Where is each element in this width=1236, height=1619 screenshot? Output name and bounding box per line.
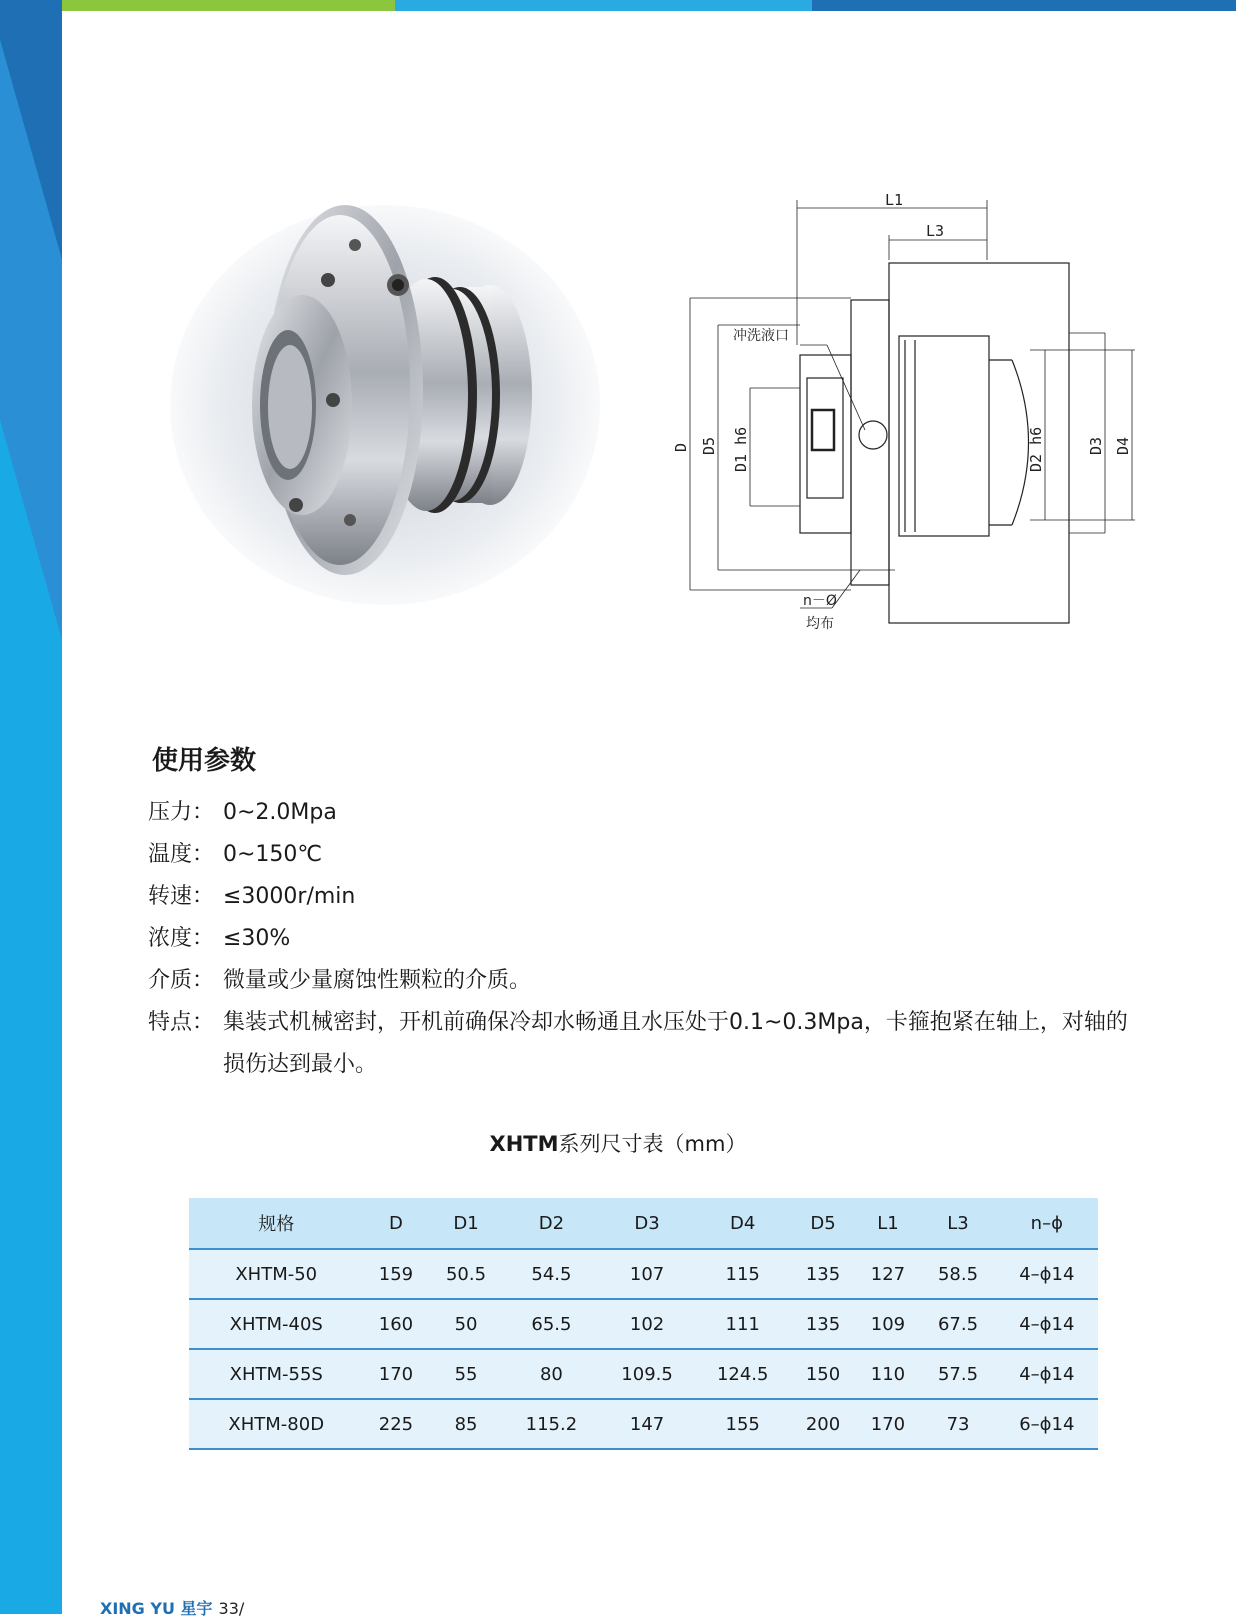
table-cell: 4–ϕ14 [996,1249,1098,1299]
table-cell: 225 [363,1399,428,1449]
table-cell: 4–ϕ14 [996,1349,1098,1399]
param-pressure [148,792,1148,834]
table-cell: 160 [363,1299,428,1349]
table-title-rest: 系列尺寸表（mm） [558,1132,747,1156]
table-cell: 147 [599,1399,695,1449]
param-value: 微量或少量腐蚀性颗粒的介质。 [223,968,532,993]
left-decorative-sidebar [0,0,62,1614]
page-number: 33/ [218,1599,245,1618]
dim-l1-label: L1 [885,191,904,209]
col-header: n–ϕ [996,1198,1098,1249]
table-cell: 85 [428,1399,503,1449]
col-header: D [363,1198,428,1249]
table-cell: 57.5 [920,1349,995,1399]
param-features [148,1002,1148,1086]
param-speed [148,876,1148,918]
table-row [189,1249,1098,1299]
technical-section-drawing [668,185,1138,635]
param-label: 介质： [148,968,215,993]
table-cell: 135 [791,1299,856,1349]
param-temperature [148,834,1148,876]
table-header-row [189,1198,1098,1249]
table-cell: XHTM-40S [189,1299,363,1349]
param-label: 温度： [148,842,215,867]
table-cell: 115 [695,1249,791,1299]
top-bar-light-blue [395,0,812,11]
table-cell: 67.5 [920,1299,995,1349]
table-cell: 111 [695,1299,791,1349]
col-header: D3 [599,1198,695,1249]
col-header: L1 [855,1198,920,1249]
table-cell: 80 [504,1349,600,1399]
col-header: D1 [428,1198,503,1249]
table-row [189,1399,1098,1449]
table-cell: 50 [428,1299,503,1349]
table-cell: 55 [428,1349,503,1399]
flush-port-label: 冲洗液口 [733,328,789,344]
param-label: 转速： [148,884,215,909]
col-header: L3 [920,1198,995,1249]
table-cell: 170 [363,1349,428,1399]
table-title [0,1128,1236,1158]
table-cell: 135 [791,1249,856,1299]
top-bar-green [62,0,395,11]
mechanical-seal-photo [170,175,620,625]
footer-brand: XING YU 星宇 [100,1599,213,1618]
dim-d-label: D [672,442,690,452]
table-cell: 50.5 [428,1249,503,1299]
table-cell: 73 [920,1399,995,1449]
table-cell: XHTM-55S [189,1349,363,1399]
page-footer [100,1596,244,1619]
top-color-bar [62,0,1236,11]
hole-count-label: n－Ø [803,593,837,609]
table-cell: 109.5 [599,1349,695,1399]
param-medium [148,960,1148,1002]
parameters-list [148,792,1148,1086]
param-value: 0~150℃ [223,842,323,867]
dim-d4-label: D4 [1114,436,1132,455]
table-cell: 54.5 [504,1249,600,1299]
table-cell: 107 [599,1249,695,1299]
dim-l3-label: L3 [926,222,945,240]
top-bar-dark-blue [812,0,1236,11]
table-cell: 115.2 [504,1399,600,1449]
param-value: ≤3000r/min [223,884,356,909]
uniform-label: 均布 [806,616,834,632]
table-cell: 110 [855,1349,920,1399]
param-label: 特点： [148,1010,215,1035]
dim-d5-label: D5 [700,436,718,455]
table-title-series: XHTM [489,1132,559,1156]
table-cell: 58.5 [920,1249,995,1299]
col-header: D5 [791,1198,856,1249]
table-cell: 109 [855,1299,920,1349]
col-header: 规格 [189,1198,363,1249]
table-cell: 6–ϕ14 [996,1399,1098,1449]
table-cell: XHTM-50 [189,1249,363,1299]
table-cell: 200 [791,1399,856,1449]
table-cell: XHTM-80D [189,1399,363,1449]
param-value: ≤30% [223,926,291,951]
dim-d2-label: D2 h6 [1027,426,1045,472]
dim-d3-label: D3 [1087,436,1105,455]
param-concentration [148,918,1148,960]
table-cell: 65.5 [504,1299,600,1349]
table-row [189,1349,1098,1399]
table-cell: 155 [695,1399,791,1449]
table-cell: 124.5 [695,1349,791,1399]
col-header: D4 [695,1198,791,1249]
table-row [189,1299,1098,1349]
param-value: 集装式机械密封，开机前确保冷却水畅通且水压处于0.1~0.3Mpa，卡箍抱紧在轴上，对轴的损伤达到最小。 [223,1010,1128,1077]
dimension-table [189,1198,1098,1450]
col-header: D2 [504,1198,600,1249]
table-cell: 102 [599,1299,695,1349]
param-value: 0~2.0Mpa [223,800,337,825]
table-cell: 159 [363,1249,428,1299]
table-cell: 127 [855,1249,920,1299]
param-label: 压力： [148,800,215,825]
param-label: 浓度： [148,926,215,951]
table-cell: 170 [855,1399,920,1449]
section-title: 使用参数 [152,746,257,776]
table-cell: 4–ϕ14 [996,1299,1098,1349]
table-cell: 150 [791,1349,856,1399]
dim-d1-label: D1 h6 [732,426,750,472]
